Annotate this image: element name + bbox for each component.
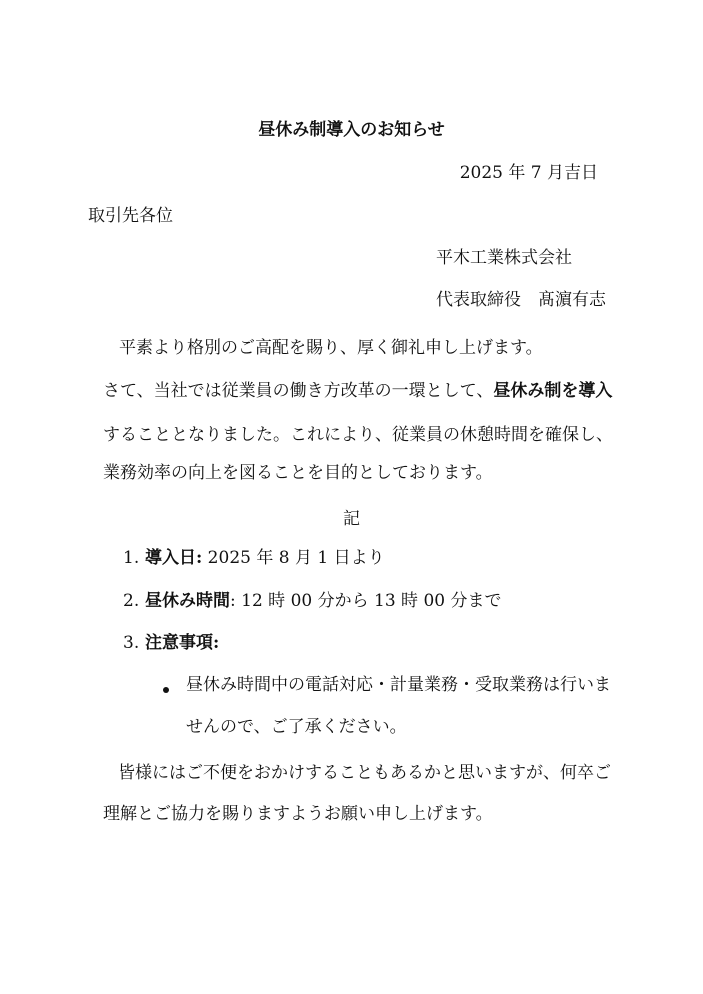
ki-heading: 記 [343,509,360,529]
bullet-line-1: 昼休み時間中の電話対応・計量業務・受取業務は行いま [186,675,611,695]
addressee: 取引先各位 [88,206,173,226]
closing-line-1: 皆様にはご不便をおかけすることもあるかと思いますが、何卒ご [118,763,611,783]
representative-name: 髙濵有志 [538,290,606,310]
bullet-icon [163,687,169,693]
document-title: 昼休み制導入のお知らせ [258,120,445,140]
list-item-label: 注意事項: [145,633,220,653]
body-line-2: することとなりました。これにより、従業員の休憩時間を確保し、 [103,425,613,445]
list-item-value: : 12 時 00 分から 13 時 00 分まで [230,591,502,611]
list-item-number: 3. [123,633,140,653]
issue-date: 2025 年 7 月吉日 [459,163,598,183]
body-line-1-emphasis: 昼休み制を導入 [493,381,613,401]
list-item [123,593,502,610]
list-item-label: 昼休み時間 [145,591,230,611]
company-name: 平木工業株式会社 [436,248,572,268]
list-item-number: 1. [123,548,140,568]
closing-line-2: 理解とご協力を賜りますようお願い申し上げます。 [103,804,493,824]
bullet-line-2: せんので、ご了承ください。 [186,717,407,737]
list-item [123,635,219,652]
representative [436,292,606,309]
body-line-3: 業務効率の向上を図ることを目的としております。 [103,463,493,483]
list-item [123,550,385,567]
body-line-1-text: さて、当社では従業員の働き方改革の一環として、 [103,381,494,401]
body-line-1 [103,383,612,400]
greeting-paragraph: 平素より格別のご高配を賜り、厚く御礼申し上げます。 [119,338,543,358]
representative-title: 代表取締役 [436,290,521,310]
list-item-value: 2025 年 8 月 1 日より [202,548,385,568]
list-item-label: 導入日: [145,548,203,568]
list-item-number: 2. [123,591,140,611]
